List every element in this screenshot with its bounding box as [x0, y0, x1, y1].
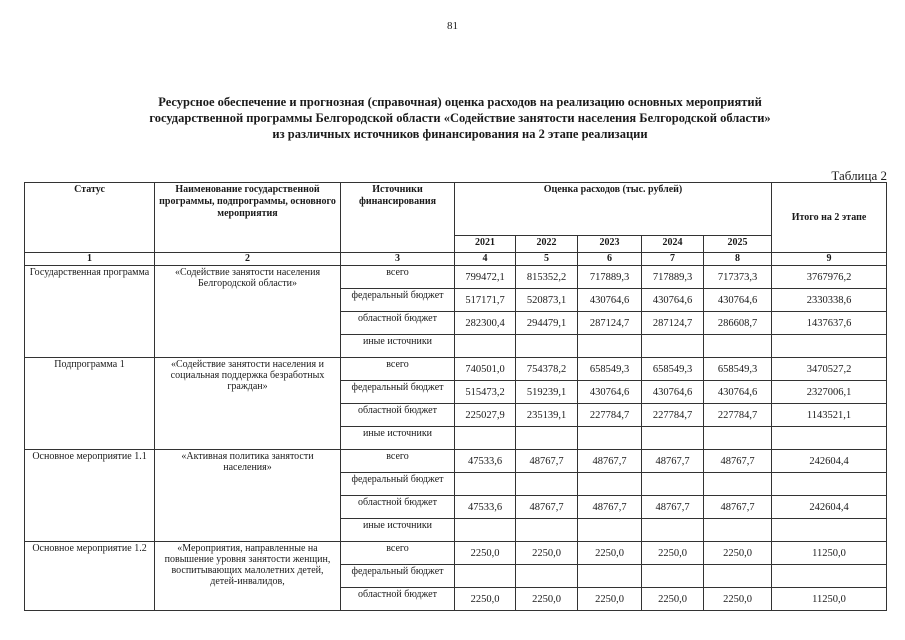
name-cell: «Активная политика занятости населения» — [155, 450, 341, 542]
value-cell: 520873,1 — [516, 289, 578, 312]
source-cell: всего — [341, 450, 455, 473]
value-cell — [578, 565, 642, 588]
source-cell: областной бюджет — [341, 404, 455, 427]
value-cell: 286608,7 — [704, 312, 772, 335]
value-cell — [455, 335, 516, 358]
header-year: 2025 — [704, 236, 772, 253]
header-status: Статус — [25, 183, 155, 253]
total-cell — [772, 427, 887, 450]
total-cell: 11250,0 — [772, 588, 887, 611]
value-cell — [642, 427, 704, 450]
title-line: из различных источников финансирования на 2 этапе реализации — [272, 127, 648, 141]
value-cell: 2250,0 — [455, 542, 516, 565]
source-cell: всего — [341, 266, 455, 289]
value-cell — [455, 519, 516, 542]
value-cell: 48767,7 — [704, 450, 772, 473]
total-cell — [772, 565, 887, 588]
name-cell: «Мероприятия, направленные на повышение уровня занятости женщин, воспитывающих малолетних детей, детей-инвалидов, — [155, 542, 341, 611]
source-cell: федеральный бюджет — [341, 473, 455, 496]
column-number-row — [25, 253, 887, 266]
value-cell: 48767,7 — [516, 496, 578, 519]
value-cell: 2250,0 — [704, 542, 772, 565]
source-cell: иные источники — [341, 335, 455, 358]
value-cell — [704, 565, 772, 588]
table-row — [25, 542, 887, 565]
value-cell: 48767,7 — [578, 496, 642, 519]
source-cell: федеральный бюджет — [341, 565, 455, 588]
name-cell: «Содействие занятости населения Белгородской области» — [155, 266, 341, 358]
value-cell: 519239,1 — [516, 381, 578, 404]
source-cell: иные источники — [341, 519, 455, 542]
header-total: Итого на 2 этапе — [772, 183, 887, 253]
value-cell: 517171,7 — [455, 289, 516, 312]
source-cell: федеральный бюджет — [341, 381, 455, 404]
total-cell — [772, 335, 887, 358]
status-cell: Государственная программа — [25, 266, 155, 358]
total-cell: 242604,4 — [772, 496, 887, 519]
value-cell — [578, 335, 642, 358]
total-cell: 11250,0 — [772, 542, 887, 565]
source-cell: всего — [341, 358, 455, 381]
total-cell: 1437637,6 — [772, 312, 887, 335]
column-number: 2 — [155, 253, 341, 266]
total-cell: 3767976,2 — [772, 266, 887, 289]
value-cell: 227784,7 — [704, 404, 772, 427]
page-number: 81 — [447, 20, 458, 32]
title-line: Ресурсное обеспечение и прогнозная (справочная) оценка расходов на реализацию основных мероприятий — [158, 95, 762, 109]
value-cell: 2250,0 — [578, 542, 642, 565]
value-cell: 48767,7 — [516, 450, 578, 473]
header-name: Наименование государственной программы, подпрограммы, основного мероприятия — [155, 183, 341, 253]
value-cell: 2250,0 — [578, 588, 642, 611]
value-cell — [455, 565, 516, 588]
value-cell: 754378,2 — [516, 358, 578, 381]
value-cell — [516, 473, 578, 496]
value-cell: 717373,3 — [704, 266, 772, 289]
name-cell: «Содействие занятости населения и социальная поддержка безработных граждан» — [155, 358, 341, 450]
value-cell: 235139,1 — [516, 404, 578, 427]
value-cell: 287124,7 — [578, 312, 642, 335]
source-cell: областной бюджет — [341, 588, 455, 611]
document-title — [90, 94, 830, 142]
value-cell: 430764,6 — [578, 289, 642, 312]
header-year: 2022 — [516, 236, 578, 253]
source-cell: иные источники — [341, 427, 455, 450]
header-year: 2021 — [455, 236, 516, 253]
column-number: 4 — [455, 253, 516, 266]
value-cell — [516, 565, 578, 588]
source-cell: областной бюджет — [341, 312, 455, 335]
table-row — [25, 358, 887, 381]
value-cell: 430764,6 — [704, 289, 772, 312]
value-cell — [704, 427, 772, 450]
value-cell: 294479,1 — [516, 312, 578, 335]
value-cell: 430764,6 — [578, 381, 642, 404]
value-cell — [455, 473, 516, 496]
header-year: 2024 — [642, 236, 704, 253]
value-cell: 282300,4 — [455, 312, 516, 335]
value-cell: 227784,7 — [578, 404, 642, 427]
value-cell: 2250,0 — [455, 588, 516, 611]
value-cell: 2250,0 — [516, 588, 578, 611]
value-cell: 515473,2 — [455, 381, 516, 404]
value-cell: 430764,6 — [642, 289, 704, 312]
value-cell — [642, 519, 704, 542]
column-number: 9 — [772, 253, 887, 266]
value-cell — [642, 565, 704, 588]
value-cell: 2250,0 — [516, 542, 578, 565]
expenditure-table — [24, 182, 887, 611]
value-cell — [516, 519, 578, 542]
value-cell: 48767,7 — [642, 496, 704, 519]
total-cell — [772, 473, 887, 496]
total-cell: 1143521,1 — [772, 404, 887, 427]
table-row — [25, 266, 887, 289]
header-year: 2023 — [578, 236, 642, 253]
value-cell: 658549,3 — [704, 358, 772, 381]
value-cell: 48767,7 — [642, 450, 704, 473]
value-cell: 287124,7 — [642, 312, 704, 335]
value-cell: 48767,7 — [704, 496, 772, 519]
status-cell: Основное мероприятие 1.1 — [25, 450, 155, 542]
value-cell — [704, 473, 772, 496]
value-cell — [642, 473, 704, 496]
value-cell: 430764,6 — [704, 381, 772, 404]
value-cell: 658549,3 — [578, 358, 642, 381]
total-cell: 2327006,1 — [772, 381, 887, 404]
total-cell: 2330338,6 — [772, 289, 887, 312]
value-cell — [578, 519, 642, 542]
table-label: Таблица 2 — [831, 168, 887, 183]
total-cell: 242604,4 — [772, 450, 887, 473]
value-cell: 48767,7 — [578, 450, 642, 473]
column-number: 8 — [704, 253, 772, 266]
status-cell: Основное мероприятие 1.2 — [25, 542, 155, 611]
column-number: 3 — [341, 253, 455, 266]
value-cell: 717889,3 — [642, 266, 704, 289]
total-cell — [772, 519, 887, 542]
value-cell — [455, 427, 516, 450]
value-cell: 225027,9 — [455, 404, 516, 427]
value-cell — [516, 335, 578, 358]
value-cell — [704, 335, 772, 358]
column-number: 5 — [516, 253, 578, 266]
source-cell: областной бюджет — [341, 496, 455, 519]
value-cell — [704, 519, 772, 542]
column-number: 1 — [25, 253, 155, 266]
source-cell: федеральный бюджет — [341, 289, 455, 312]
value-cell — [578, 473, 642, 496]
value-cell — [642, 335, 704, 358]
status-cell: Подпрограмма 1 — [25, 358, 155, 450]
title-line: государственной программы Белгородской области «Содействие занятости населения Белгородской области» — [149, 111, 771, 125]
column-number: 7 — [642, 253, 704, 266]
header-estimate: Оценка расходов (тыс. рублей) — [455, 183, 772, 236]
source-cell: всего — [341, 542, 455, 565]
value-cell: 815352,2 — [516, 266, 578, 289]
value-cell: 2250,0 — [704, 588, 772, 611]
value-cell — [578, 427, 642, 450]
value-cell: 2250,0 — [642, 588, 704, 611]
value-cell: 430764,6 — [642, 381, 704, 404]
value-cell — [516, 427, 578, 450]
value-cell: 717889,3 — [578, 266, 642, 289]
header-sources: Источники финансирования — [341, 183, 455, 253]
value-cell: 2250,0 — [642, 542, 704, 565]
value-cell: 740501,0 — [455, 358, 516, 381]
value-cell: 799472,1 — [455, 266, 516, 289]
value-cell: 47533,6 — [455, 450, 516, 473]
total-cell: 3470527,2 — [772, 358, 887, 381]
value-cell: 47533,6 — [455, 496, 516, 519]
value-cell: 658549,3 — [642, 358, 704, 381]
column-number: 6 — [578, 253, 642, 266]
value-cell: 227784,7 — [642, 404, 704, 427]
table-row — [25, 450, 887, 473]
